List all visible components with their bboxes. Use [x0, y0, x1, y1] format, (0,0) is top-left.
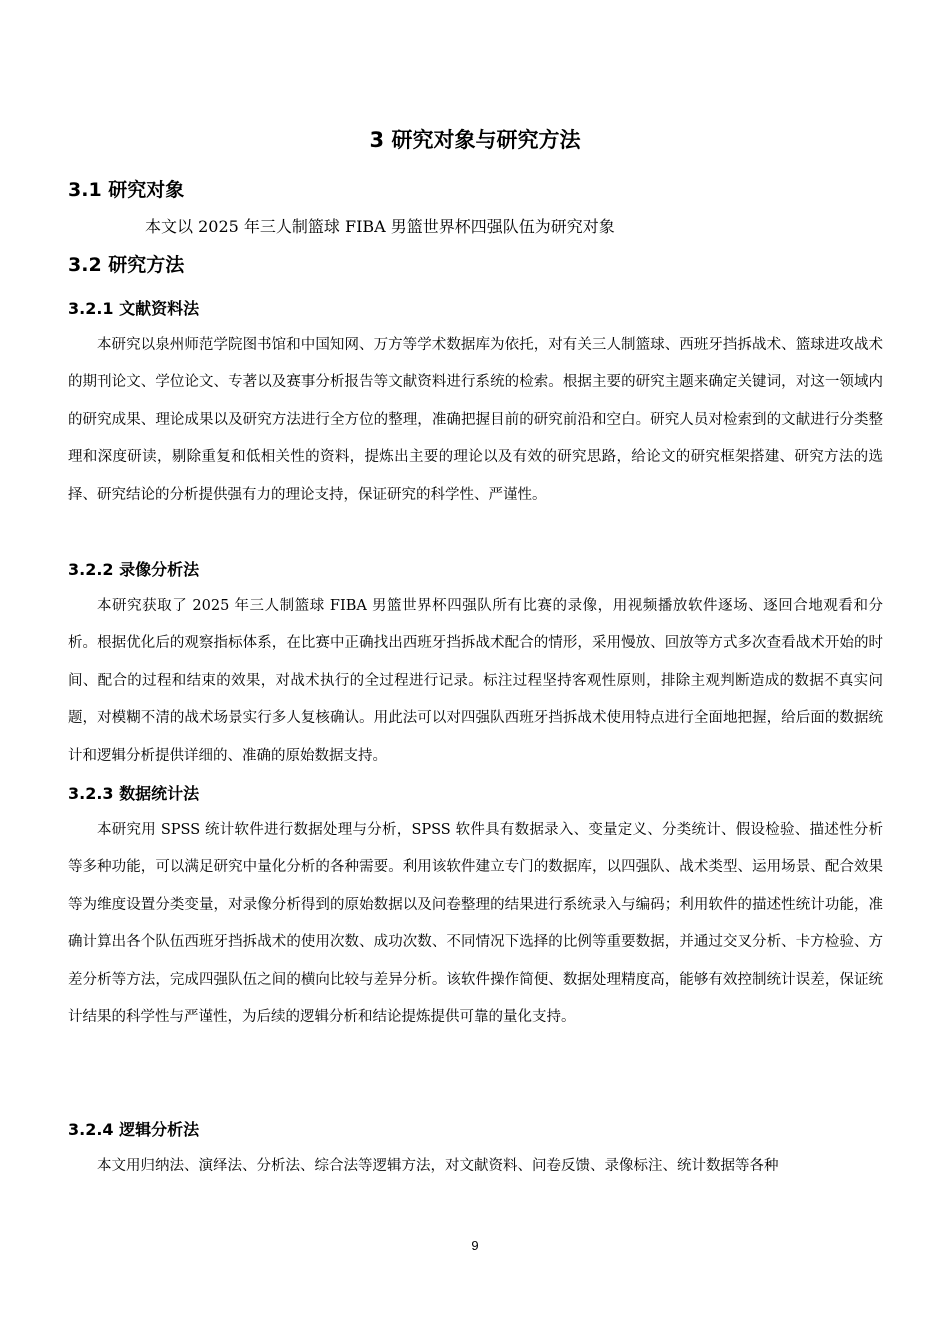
paragraph-literature-method: 本研究以泉州师范学院图书馆和中国知网、万方等学术数据库为依托，对有关三人制篮球、西班牙挡拆战术、篮球进攻战术的期刊论文、学位论文、专著以及赛事分析报告等文献资料进行系统的检索。根据主要的研究主题来确定关键词，对这一领域内的研究成果、理论成果以及研究方法进行全方位的整理，准确把握目前的研究前沿和空白。研究人员对检索到的文献进行分类整理和深度研读，剔除重复和低相关性的资料，提炼出主要的理论以及有效的研究思路，给论文的研究框架搭建、研究方法的选择、研究结论的分析提供强有力的理论支持，保证研究的科学性、严谨性。 — [68, 337, 883, 503]
subsection-heading-3-2-1: 3.2.1 文献资料法 — [68, 299, 200, 318]
subsection-heading-3-2-4: 3.2.4 逻辑分析法 — [68, 1120, 200, 1139]
section-heading-3-1: 3.1 研究对象 — [68, 179, 185, 201]
research-object-text: 本文以 2025 年三人制篮球 FIBA 男篮世界杯四强队伍为研究对象 — [145, 217, 615, 236]
subsection-heading-3-2-2: 3.2.2 录像分析法 — [68, 560, 200, 579]
chapter-title: 3 研究对象与研究方法 — [369, 128, 581, 152]
paragraph-logic-analysis-method: 本文用归纳法、演绎法、分析法、综合法等逻辑方法，对文献资料、问卷反馈、录像标注、统计数据等各种 — [97, 1158, 779, 1174]
subsection-heading-3-2-3: 3.2.3 数据统计法 — [68, 784, 200, 803]
page-number: 9 — [471, 1238, 479, 1253]
section-heading-3-2: 3.2 研究方法 — [68, 254, 185, 276]
paragraph-video-analysis-method: 本研究获取了 2025 年三人制篮球 FIBA 男篮世界杯四强队所有比赛的录像，用视频播放软件逐场、逐回合地观看和分析。根据优化后的观察指标体系，在比赛中正确找出西班牙挡拆战术配合的情形，采用慢放、回放等方式多次查看战术开始的时间、配合的过程和结束的效果，对战术执行的全过程进行记录。标注过程坚持客观性原则，排除主观判断造成的数据不真实问题，对模糊不清的战术场景实行多人复核确认。用此法可以对四强队西班牙挡拆战术使用特点进行全面地把握，给后面的数据统计和逻辑分析提供详细的、准确的原始数据支持。 — [68, 598, 883, 764]
paragraph-statistics-method: 本研究用 SPSS 统计软件进行数据处理与分析，SPSS 软件具有数据录入、变量定义、分类统计、假设检验、描述性分析等多种功能，可以满足研究中量化分析的各种需要。利用该软件建立专门的数据库，以四强队、战术类型、运用场景、配合效果等为维度设置分类变量，对录像分析得到的原始数据以及问卷整理的结果进行系统录入与编码；利用软件的描述性统计功能，准确计算出各个队伍西班牙挡拆战术的使用次数、成功次数、不同情况下选择的比例等重要数据，并通过交叉分析、卡方检验、方差分析等方法，完成四强队伍之间的横向比较与差异分析。该软件操作简便、数据处理精度高，能够有效控制统计误差，保证统计结果的科学性与严谨性，为后续的逻辑分析和结论提炼提供可靠的量化支持。 — [68, 822, 883, 1026]
